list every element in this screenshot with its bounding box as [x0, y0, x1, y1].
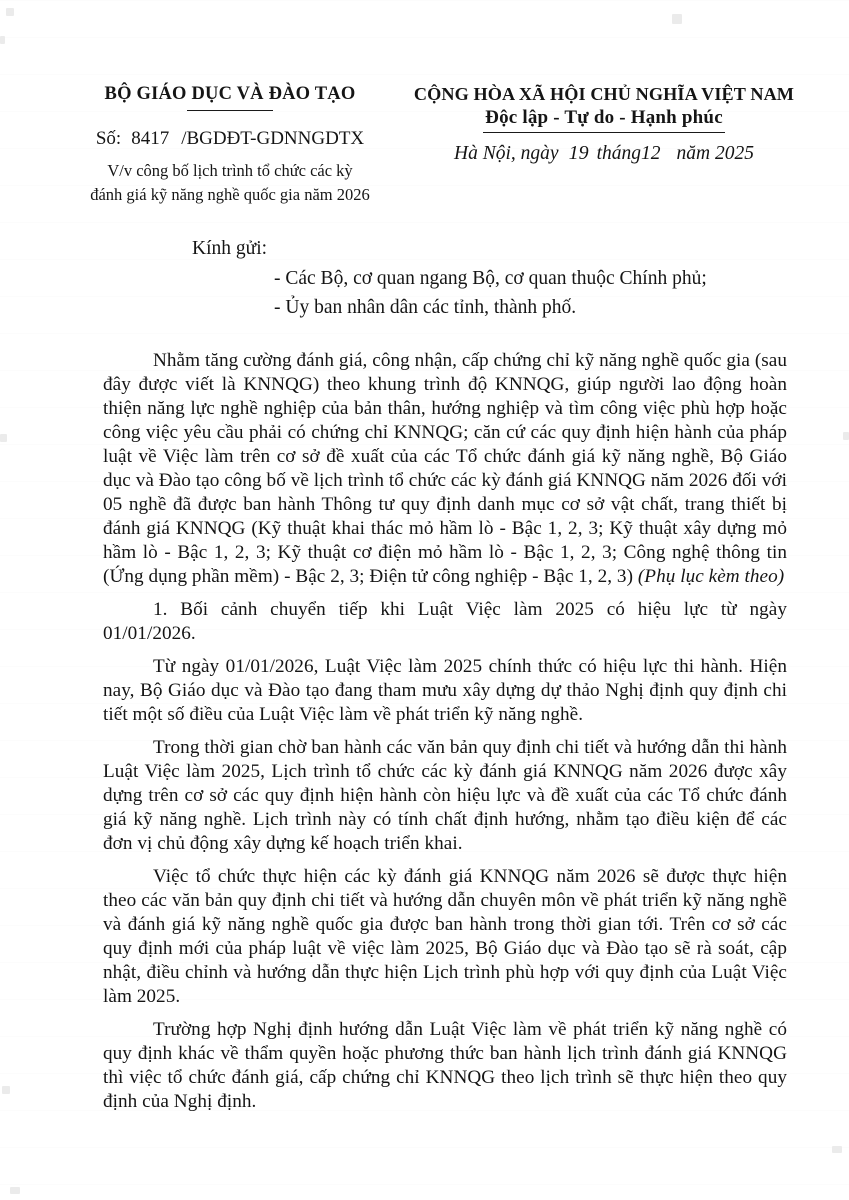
document-number-label: Số: — [95, 128, 122, 149]
document-subject-line2: đánh giá kỹ năng nghề quốc gia năm 2026 — [90, 185, 370, 204]
scan-artifact — [843, 432, 849, 440]
recipient-item: - Các Bộ, cơ quan ngang Bộ, cơ quan thuộc Chính phủ; — [274, 268, 707, 289]
document-number-value: 8417 — [131, 128, 170, 149]
paragraph-interim-schedule: Trong thời gian chờ ban hành các văn bản quy định chi tiết và hướng dẫn thi hành Luật Việc làm 2025, Lịch trình tổ chức các kỳ đánh giá KNNQG năm 2026 được xây dựng trên cơ sở các quy định hiện hành còn hiệu lực và đề xuất của các Tổ chức đánh giá kỹ năng nghề. Lịch trình này có tính chất định hướng, nhằm tạo điều kiện để các đơn vị chủ động xây dựng kế hoạch triển khai. — [103, 737, 787, 854]
salutation: Kính gửi: — [192, 238, 268, 259]
issuing-authority-block — [62, 84, 398, 207]
national-motto: Độc lập - Tự do - Hạnh phúc — [483, 107, 725, 133]
paragraph-decree-case: Trường hợp Nghị định hướng dẫn Luật Việc làm về phát triển kỹ năng nghề có quy định khác về thẩm quyền hoặc phương thức ban hành lịch trình đánh giá KNNQG thì việc tổ chức đánh giá, cấp chứng chỉ KNNQG theo lịch trình sẽ thực hiện theo quy định của Nghị định. — [103, 1019, 787, 1112]
national-motto-wrap — [404, 107, 804, 133]
scan-artifact — [672, 14, 682, 24]
paragraph-implementation: Việc tổ chức thực hiện các kỳ đánh giá KNNQG năm 2026 sẽ được thực hiện theo các văn bản quy định chi tiết và hướng dẫn chuyên môn về phát triển kỹ năng nghề và đánh giá kỹ năng nghề quốc gia được ban hành trong thời gian tới. Trên cơ sở các quy định mới của pháp luật về việc làm 2025, Bộ Giáo dục và Đào tạo sẽ rà soát, cập nhật, điều chỉnh và hướng dẫn thực hiện Lịch trình phù hợp với quy định của Luật Việc làm 2025. — [103, 866, 787, 1007]
paragraph-intro — [103, 349, 787, 589]
date-day: 19 — [568, 142, 589, 164]
scan-artifact — [0, 434, 7, 442]
section-heading-1: 1. Bối cảnh chuyển tiếp khi Luật Việc làm 2025 có hiệu lực từ ngày 01/01/2026. — [103, 599, 787, 644]
place-date-line — [404, 142, 804, 165]
appendix-reference: (Phụ lục kèm theo) — [637, 566, 785, 587]
scan-artifact — [832, 1146, 842, 1153]
document-subject — [62, 159, 398, 207]
body-paragraphs — [103, 349, 787, 1114]
national-title: CỘNG HÒA XÃ HỘI CHỦ NGHĨA VIỆT NAM — [413, 84, 795, 104]
scan-artifact — [0, 36, 5, 44]
recipient-item: - Ủy ban nhân dân các tỉnh, thành phố. — [274, 297, 577, 318]
national-header-block — [404, 84, 804, 165]
document-content — [103, 236, 787, 1123]
scan-artifact — [6, 8, 14, 16]
paragraph-intro-text: Nhằm tăng cường đánh giá, công nhận, cấp chứng chỉ kỹ năng nghề quốc gia (sau đây được viết là KNNQG) theo khung trình độ KNNQG, giúp người lao động hoàn thiện năng lực nghề nghiệp của bản thân, hướng nghiệp và tìm công việc phù hợp hoặc công việc yêu cầu phải có chứng chỉ KNNQG; căn cứ các quy định hiện hành của pháp luật về Việc làm trên cơ sở đề xuất của các Tổ chức đánh giá kỹ năng nghề, Bộ Giáo dục và Đào tạo công bố về lịch trình tổ chức các kỳ đánh giá KNNQG năm 2026 đối với 05 nghề đã được ban hành Thông tư quy định danh mục cơ sở vật chất, trang thiết bị đánh giá KNNQG (Kỹ thuật khai thác mỏ hầm lò - Bậc 1, 2, 3; Kỹ thuật xây dựng mỏ hầm lò - Bậc 1, 2, 3; Kỹ thuật cơ điện mỏ hầm lò - Bậc 1, 2, 3; Công nghệ thông tin (Ứng dụng phần mềm) - Bậc 2, 3; Điện tử công nghiệp - Bậc 1, 2, 3) — [103, 350, 787, 587]
paragraph-effective-date: Từ ngày 01/01/2026, Luật Việc làm 2025 chính thức có hiệu lực thi hành. Hiện nay, Bộ Giáo dục và Đào tạo đang tham mưu xây dựng dự thảo Nghị định quy định chi tiết một số điều của Luật Việc làm về phát triển kỹ năng nghề. — [103, 656, 787, 725]
scan-artifact — [10, 1187, 20, 1194]
scan-artifact — [2, 1086, 10, 1094]
date-year: năm 2025 — [676, 143, 754, 164]
issuing-authority-name: BỘ GIÁO DỤC VÀ ĐÀO TẠO — [104, 84, 356, 104]
document-number-line — [62, 128, 398, 150]
document-subject-line1: V/v công bố lịch trình tổ chức các kỳ — [107, 161, 353, 180]
date-month: tháng12 — [596, 143, 661, 164]
document-number-suffix: /BGDĐT-GDNNGDTX — [181, 128, 365, 149]
date-prefix: Hà Nội, ngày — [454, 143, 559, 164]
authority-underline-rule — [187, 110, 273, 111]
